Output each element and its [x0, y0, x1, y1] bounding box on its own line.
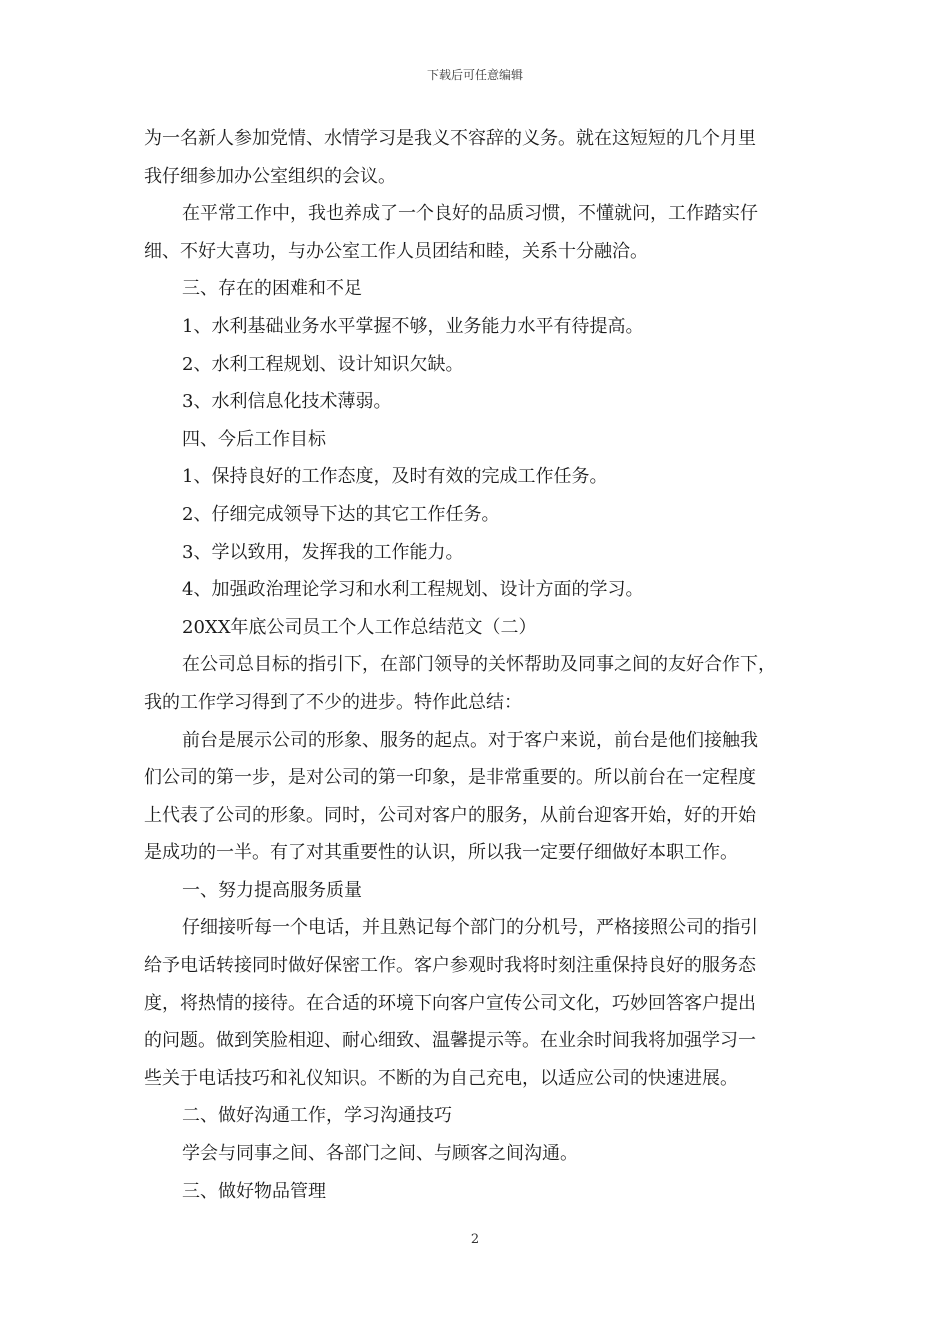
text-line: 2、仔细完成领导下达的其它工作任务。: [182, 503, 500, 525]
text-line: 我的工作学习得到了不少的进步。特作此总结：: [144, 691, 522, 713]
text-line: 在平常工作中，我也养成了一个良好的品质习惯，不懂就问，工作踏实仔: [182, 203, 758, 225]
text-line: 的问题。做到笑脸相迎、耐心细致、温馨提示等。在业余时间我将加强学习一: [144, 1030, 756, 1052]
page-header: 下载后可任意编辑: [426, 68, 523, 82]
text-line: 三、存在的困难和不足: [182, 278, 362, 300]
text-line: 细、不好大喜功，与办公室工作人员团结和睦，关系十分融洽。: [144, 240, 648, 262]
document-body: [144, 120, 814, 1210]
text-line: 三、做好物品管理: [182, 1180, 326, 1202]
text-line: 上代表了公司的形象。同时，公司对客户的服务，从前台迎客开始，好的开始: [144, 804, 756, 826]
text-line: 3、水利信息化技术薄弱。: [182, 391, 392, 413]
text-line: 仔细接听每一个电话，并且熟记每个部门的分机号，严格接照公司的指引: [182, 917, 758, 939]
text-line: 四、今后工作目标: [182, 428, 326, 450]
page-number: 2: [470, 1232, 480, 1247]
text-line: 度，将热情的接待。在合适的环境下向客户宣传公司文化，巧妙回答客户提出: [144, 992, 756, 1014]
text-line: 是成功的一半。有了对其重要性的认识，所以我一定要仔细做好本职工作。: [144, 842, 738, 864]
text-line: 20XX年底公司员工个人工作总结范文（二）: [182, 616, 537, 638]
text-line: 们公司的第一步，是对公司的第一印象，是非常重要的。所以前台在一定程度: [144, 767, 756, 789]
text-line: 二、做好沟通工作，学习沟通技巧: [182, 1105, 452, 1127]
text-line: 4、加强政治理论学习和水利工程规划、设计方面的学习。: [182, 579, 644, 601]
text-line: 在公司总目标的指引下，在部门领导的关怀帮助及同事之间的友好合作下，: [182, 654, 776, 676]
text-line: 前台是展示公司的形象、服务的起点。对于客户来说，前台是他们接触我: [182, 729, 758, 751]
text-line: 我仔细参加办公室组织的会议。: [144, 165, 396, 187]
text-line: 为一名新人参加党情、水情学习是我义不容辞的义务。就在这短短的几个月里: [144, 128, 756, 149]
text-line: 3、学以致用，发挥我的工作能力。: [182, 541, 464, 563]
text-line: 学会与同事之间、各部门之间、与顾客之间沟通。: [182, 1143, 578, 1165]
text-line: 些关于电话技巧和礼仪知识。不断的为自己充电，以适应公司的快速进展。: [144, 1067, 738, 1089]
text-line: 1、保持良好的工作态度，及时有效的完成工作任务。: [182, 466, 608, 488]
text-line: 1、水利基础业务水平掌握不够，业务能力水平有待提高。: [182, 315, 644, 337]
text-line: 2、水利工程规划、设计知识欠缺。: [182, 353, 464, 375]
text-line: 一、努力提高服务质量: [182, 879, 362, 901]
text-line: 给予电话转接同时做好保密工作。客户参观时我将时刻注重保持良好的服务态: [144, 955, 756, 977]
